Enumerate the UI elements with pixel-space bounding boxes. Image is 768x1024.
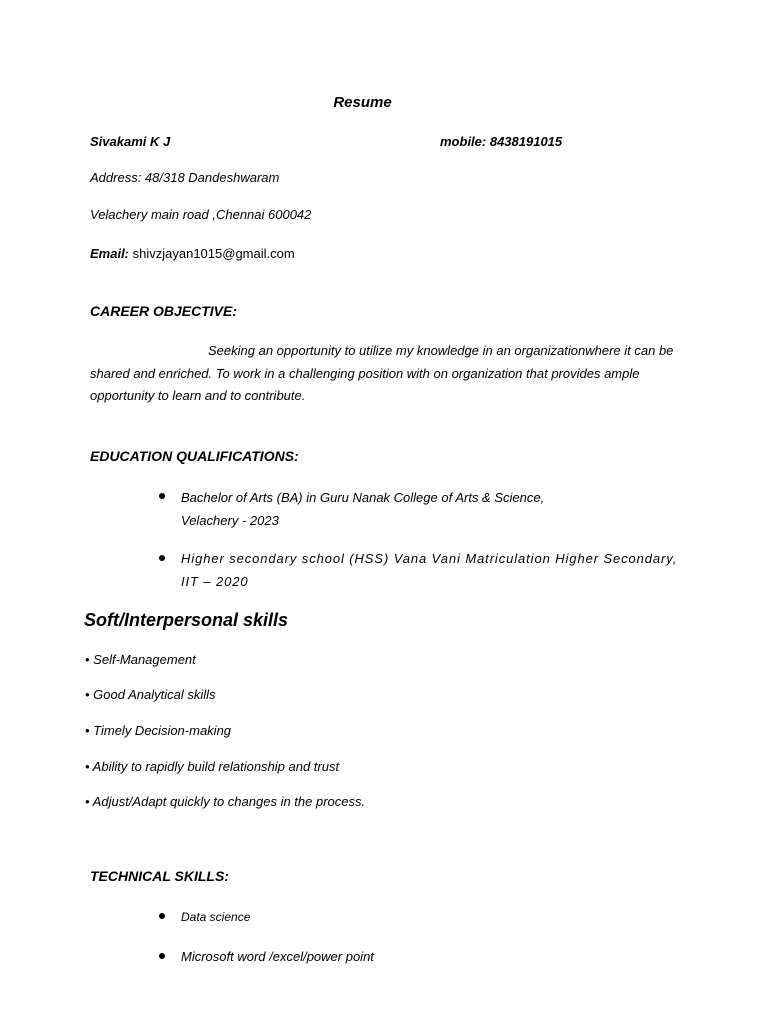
soft-skills-heading: Soft/Interpersonal skills xyxy=(84,610,289,630)
technical-bullet-icon xyxy=(159,953,165,959)
email-line xyxy=(90,246,295,261)
career-objective-text: Seeking an opportunity to utilize my knowledge in an organizationwhere it can be shared and enriched. To work in a challenging position with on organization that provides ample opportunity to learn and to contribute. xyxy=(90,343,674,403)
education-item-2-line-2: IIT – 2020 xyxy=(181,574,249,589)
technical-skill-item: Data science xyxy=(181,910,251,924)
soft-skill-item: • Good Analytical skills xyxy=(85,687,216,702)
career-objective-heading: CAREER OBJECTIVE: xyxy=(90,303,238,319)
mobile-number: mobile: 8438191015 xyxy=(440,134,563,149)
education-item-1-line-2: Velachery - 2023 xyxy=(181,513,279,528)
education-item-2-line-1: Higher secondary school (HSS) Vana Vani Matriculation Higher Secondary, xyxy=(181,551,678,566)
address-line-1: Address: 48/318 Dandeshwaram xyxy=(90,170,280,185)
address-line-2: Velachery main road ,Chennai 600042 xyxy=(90,207,312,222)
email-value: shivzjayan1015@gmail.com xyxy=(129,246,295,261)
technical-bullet-icon xyxy=(159,913,165,919)
technical-skill-item: Microsoft word /excel/power point xyxy=(181,949,374,964)
email-label: Email: xyxy=(90,246,130,261)
education-bullet-icon xyxy=(159,493,165,499)
technical-skills-heading: TECHNICAL SKILLS: xyxy=(90,868,229,884)
soft-skill-item: • Ability to rapidly build relationship and trust xyxy=(85,759,340,774)
soft-skill-item: • Adjust/Adapt quickly to changes in the process. xyxy=(85,794,366,809)
soft-skill-item: • Self-Management xyxy=(85,652,196,667)
education-bullet-icon xyxy=(159,555,165,561)
soft-skill-item: • Timely Decision-making xyxy=(85,723,232,738)
education-item-1-line-1: Bachelor of Arts (BA) in Guru Nanak College of Arts & Science, xyxy=(181,490,545,505)
candidate-name: Sivakami K J xyxy=(90,134,171,149)
resume-title: Resume xyxy=(333,94,392,111)
education-heading: EDUCATION QUALIFICATIONS: xyxy=(90,448,299,464)
